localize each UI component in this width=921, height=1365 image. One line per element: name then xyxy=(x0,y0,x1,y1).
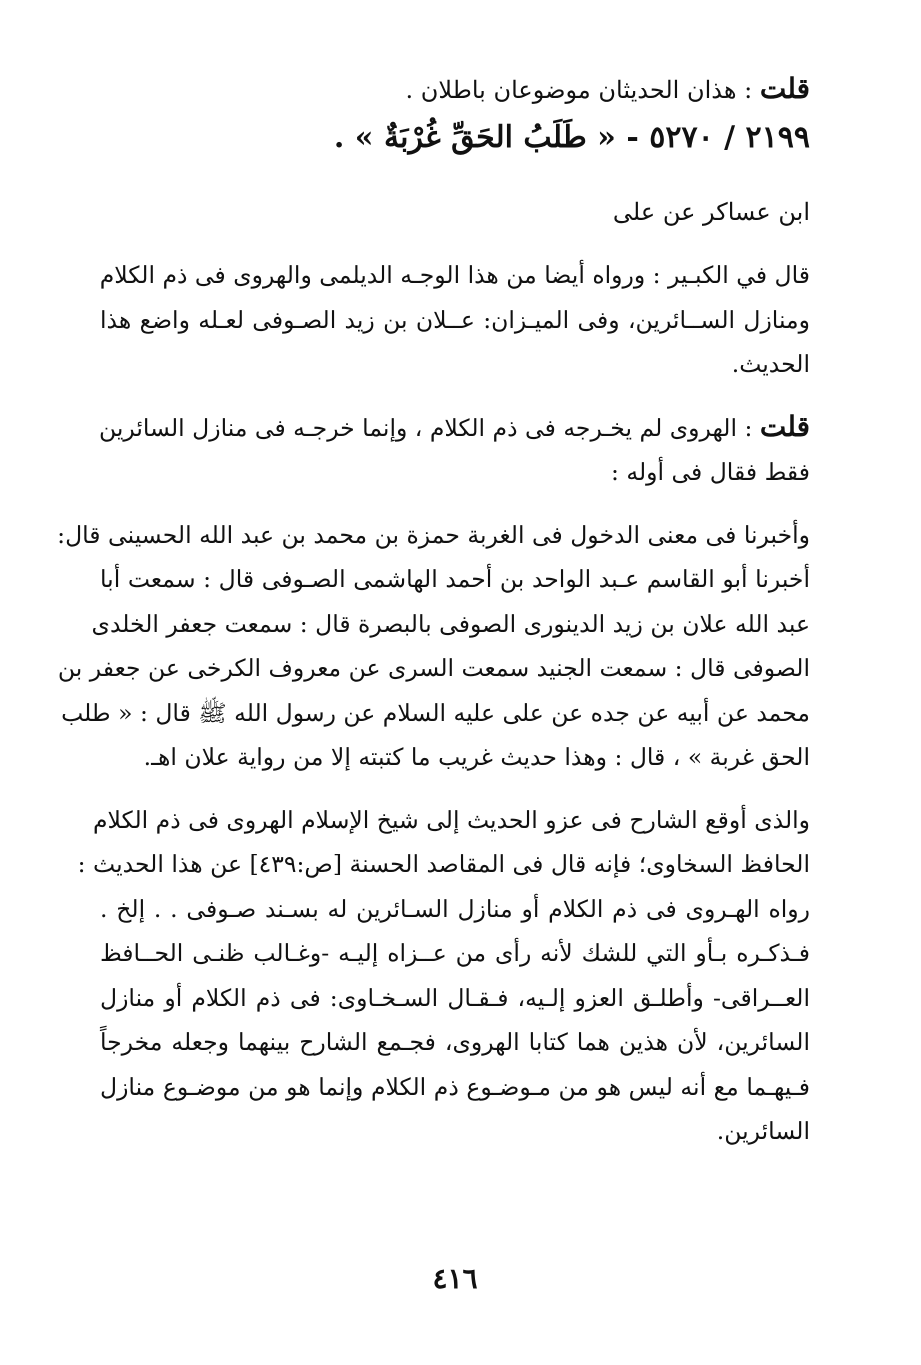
paragraph-line: ومنازل الســائرين، وفى الميـزان: عــلان بن زيد الصـوفى لعـله واضع هذا xyxy=(100,305,810,334)
kabir-paragraph xyxy=(100,253,810,387)
note-1 xyxy=(100,66,810,113)
page-content xyxy=(57,66,810,1154)
source-text: ابن عساكر عن على xyxy=(612,198,810,226)
paragraph-line: الصوفى قال : سمعت الجنيد سمعت السرى عن معروف الكرخى عن جعفر بن xyxy=(57,654,810,682)
hadith-heading-text: ٢١٩٩ / ٥٢٧٠ - « طَلَبُ الحَقِّ غُرْبَةٌ » . xyxy=(333,120,810,155)
paragraph-line: وأخبرنا فى معنى الدخول فى الغربة حمزة بن محمد بن عبد الله الحسينى قال: xyxy=(57,520,810,549)
paragraph-line: السائرين. xyxy=(716,1117,810,1145)
hadith-heading xyxy=(100,113,810,163)
note-2 xyxy=(100,405,810,495)
paragraph-line: والذى أوقع الشارح فى عزو الحديث إلى شيخ الإسلام الهروى فى ذم الكلام xyxy=(92,805,810,834)
paragraph-line: الحق غربة » ، قال : وهذا حديث غريب ما كتبته إلا من رواية علان اهـ. xyxy=(143,743,810,771)
paragraph-line: قال في الكبـير : ورواه أيضا من هذا الوجـه الديلمى والهروى فى ذم الكلام xyxy=(99,261,810,289)
note-label: قلت xyxy=(759,72,810,105)
paragraph-line: محمد عن أبيه عن جده عن على عليه السلام عن رسول الله ﷺ قال : « طلب xyxy=(61,698,810,727)
paragraph-line: العــراقى- وأطلـق العزو إلـيه، فـقـال السـخـاوى: فى ذم الكلام أو منازل xyxy=(100,983,810,1012)
sharih-paragraph xyxy=(77,798,810,1154)
paragraph-line: رواه الهـروى فى ذم الكلام أو منازل السـائرين له بسـند صـوفى . . إلخ . xyxy=(100,894,810,923)
note-text: : هذان الحديثان موضوعان باطلان . xyxy=(405,76,760,104)
isnad-paragraph xyxy=(57,513,810,780)
page-number: ٤١٦ xyxy=(432,1262,478,1295)
paragraph-line: فقط فقال فى أوله : xyxy=(610,458,810,486)
paragraph-line: الحافظ السخاوى؛ فإنه قال فى المقاصد الحسنة [ص:٤٣٩] عن هذا الحديث : xyxy=(77,850,810,878)
note-text: : الهروى لم يخـرجه فى ذم الكلام ، وإنما خرجـه فى منازل السائرين xyxy=(98,413,760,442)
note-label: قلت xyxy=(759,409,810,443)
paragraph-line: فـذكـره بـأو التي للشك لأنه رأى من عــزاه إليـه -وغـالب ظنـى الحــافظ xyxy=(100,939,810,967)
paragraph-line: فـيهـما مع أنه ليس هو من مـوضـوع ذم الكلام وإنما هو من موضـوع منازل xyxy=(100,1072,810,1101)
paragraph-line: عبد الله علان بن زيد الدينورى الصوفى بالبصرة قال : سمعت جعفر الخلدى xyxy=(91,609,810,638)
paragraph-line: أخبرنا أبو القاسم عـبد الواحد بن أحمد الهاشمى الصـوفى قال : سمعت أبا xyxy=(100,565,810,593)
paragraph-line: الحديث. xyxy=(731,350,810,378)
paragraph-line: السائرين، لأن هذين هما كتابا الهروى، فجـمع الشارح بينهما وجعله مخرجاً xyxy=(100,1028,810,1056)
source-attribution xyxy=(100,189,810,235)
